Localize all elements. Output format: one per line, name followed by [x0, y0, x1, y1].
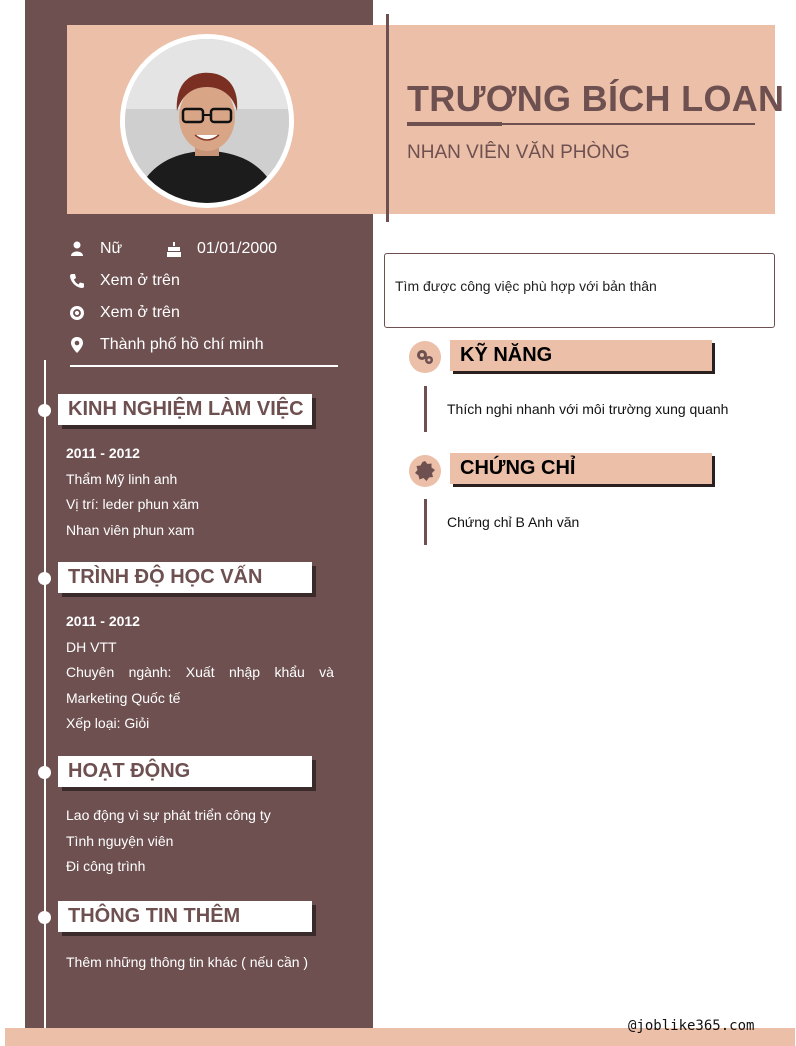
activity-item: Tình nguyện viên — [66, 832, 174, 849]
activity-item: Đi công trình — [66, 858, 146, 874]
watermark: @joblike365.com — [628, 1018, 755, 1034]
certificates-bar — [424, 499, 427, 545]
major-word: Xuất — [185, 664, 215, 680]
major-word: khẩu — [274, 664, 305, 680]
objective-text: Tìm được công việc phù hợp với bản thân — [395, 278, 657, 294]
major-word: và — [319, 664, 334, 680]
activities-content — [66, 803, 334, 880]
phone-icon — [68, 272, 86, 290]
education-grade: Xếp loại: Giỏi — [66, 715, 150, 731]
timeline-line — [44, 360, 46, 1046]
section-heading-activities: HOẠT ĐỘNG — [58, 756, 312, 787]
candidate-name: TRƯƠNG BÍCH LOAN — [407, 78, 785, 119]
education-period: 2011 - 2012 — [66, 613, 140, 629]
avatar-photo — [125, 39, 289, 203]
timeline-dot — [38, 911, 51, 924]
section-heading-education: TRÌNH ĐỘ HỌC VẤN — [58, 562, 312, 593]
education-major — [66, 660, 334, 686]
gender-value: Nữ — [100, 240, 123, 257]
skills-bar — [424, 386, 427, 432]
skills-icon-badge — [409, 341, 441, 373]
section-heading-extra: THÔNG TIN THÊM — [58, 901, 312, 932]
job-title: NHAN VIÊN VĂN PHÒNG — [407, 142, 630, 163]
section-heading-skills: KỸ NĂNG — [450, 340, 712, 371]
name-underline-accent — [407, 122, 502, 126]
major-word: ngành: — [128, 664, 172, 680]
extra-text: Thêm những thông tin khác ( nếu cần ) — [66, 954, 309, 970]
experience-description: Nhan viên phun xam — [66, 521, 195, 538]
section-heading-certificates: CHỨNG CHỈ — [450, 453, 712, 484]
header-divider — [386, 14, 389, 222]
major-word: nhập — [228, 664, 261, 680]
badge-icon — [414, 460, 436, 482]
email-value: Xem ở trên — [100, 304, 180, 321]
major-word: Chuyên — [66, 664, 115, 680]
experience-position: Vị trí: leder phun xăm — [66, 496, 200, 512]
timeline-dot — [38, 404, 51, 417]
contact-divider — [70, 365, 338, 367]
gears-icon — [414, 346, 436, 368]
at-sign-icon — [68, 304, 86, 322]
contact-phone — [68, 272, 180, 290]
map-pin-icon — [68, 336, 86, 354]
education-major-cont: Marketing Quốc tế — [66, 689, 181, 706]
experience-content — [66, 441, 334, 543]
user-icon — [68, 240, 86, 258]
contact-gender — [68, 240, 122, 258]
birthday-cake-icon — [165, 240, 183, 258]
contact-email — [68, 304, 180, 322]
avatar — [120, 34, 294, 208]
timeline-dot — [38, 766, 51, 779]
education-content — [66, 609, 334, 737]
birthday-value: 01/01/2000 — [197, 240, 278, 257]
experience-period: 2011 - 2012 — [66, 445, 140, 461]
contact-address — [68, 336, 264, 354]
certificates-icon-badge — [409, 455, 441, 487]
skills-text: Thích nghi nhanh với môi trường xung quanh — [447, 401, 729, 417]
phone-value: Xem ở trên — [100, 272, 180, 289]
activity-item: Lao động vì sự phát triển công ty — [66, 807, 271, 823]
experience-company: Thẩm Mỹ linh anh — [66, 470, 178, 487]
address-value: Thành phố hồ chí minh — [100, 336, 264, 353]
objective-box — [384, 253, 775, 328]
education-school: DH VTT — [66, 638, 117, 655]
section-heading-experience: KINH NGHIỆM LÀM VIỆC — [58, 394, 312, 425]
contact-birthday — [165, 240, 277, 258]
certificates-text: Chứng chỉ B Anh văn — [447, 514, 580, 530]
extra-content — [66, 950, 334, 976]
timeline-dot — [38, 572, 51, 585]
